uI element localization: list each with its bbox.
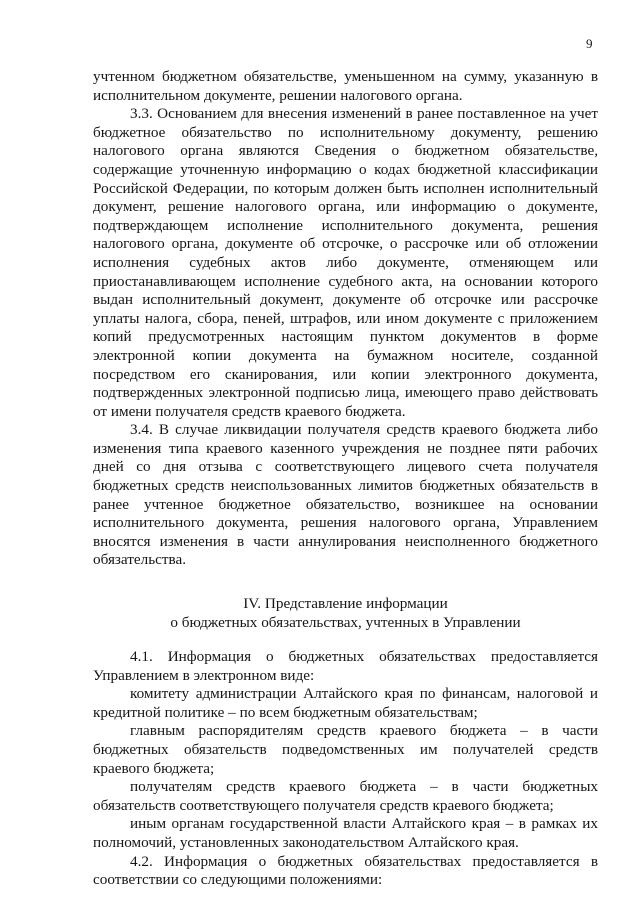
section-heading-line1: IV. Представление информации bbox=[243, 595, 448, 613]
paragraph-3-3: 3.3. Основанием для внесения изменений в ранее поставленное на учет бюджетное обязательство по исполнительному документу, решению налогового органа являются Сведения о бюджетном обязательстве, содержащие уточненную информацию о кодах бюджетной классификации Российской Федерации, по которым должен быть исполнен исполнительный документ, решение налогового органа, или информацию о документе, подтверждающем исполнение исполнительного документа, решения налогового органа, документе об отсрочке, о рассрочке или об отложении исполнения судебных актов либо документе, отменяющем или приостанавливающем исполнение судебного акта, на основании которого выдан исполнительный документ, документе об отсрочке или рассрочке уплаты налога, сбора, пеней, штрафов, или ином документе с приложением копий предусмотренных настоящим пунктом документов в форме электронной копии документа на бумажном носителе, созданной посредством его сканирования, или копии электронного документа, подтвержденных электронной подписью лица, имеющего право действовать от имени получателя средств краевого бюджета. bbox=[93, 105, 598, 420]
paragraph-continuation: учтенном бюджетном обязательстве, уменьшенном на сумму, указанную в исполнительном документе, решении налогового органа. bbox=[93, 68, 598, 104]
list-item-main-managers: главным распорядителям средств краевого бюджета – в части бюджетных обязательств подведомственных им получателей средств краевого бюджета; bbox=[93, 722, 598, 777]
page-number: 9 bbox=[586, 36, 593, 51]
paragraph-3-4: 3.4. В случае ликвидации получателя средств краевого бюджета либо изменения типа краевого казенного учреждения не позднее пяти рабочих дней со дня отзыва с соответствующего лицевого счета получателя бюджетных средств неиспользованных лимитов бюджетных обязательств в ранее учтенное бюджетное обязательство, возникшее на основании исполнительного документа, решения налогового органа, Управлением вносятся изменения в части аннулирования неисполненного бюджетного обязательства. bbox=[93, 421, 598, 569]
list-item-finance-committee: комитету администрации Алтайского края по финансам, налоговой и кредитной политике – по всем бюджетным обязательствам; bbox=[93, 685, 598, 721]
paragraph-4-1: 4.1. Информация о бюджетных обязательствах предоставляется Управлением в электронном виде: bbox=[93, 648, 598, 684]
section-heading bbox=[93, 594, 598, 632]
paragraph-4-2: 4.2. Информация о бюджетных обязательствах предоставляется в соответствии со следующими положениями: bbox=[93, 852, 598, 889]
list-item-other-authorities: иным органам государственной власти Алтайского края – в рамках их полномочий, установленных законодательством Алтайского края. bbox=[93, 815, 598, 851]
list-item-recipients: получателям средств краевого бюджета – в части бюджетных обязательств соответствующего получателя средств краевого бюджета; bbox=[93, 778, 598, 814]
document-body bbox=[93, 68, 598, 890]
section-heading-line2: о бюджетных обязательствах, учтенных в Управлении bbox=[170, 614, 521, 632]
